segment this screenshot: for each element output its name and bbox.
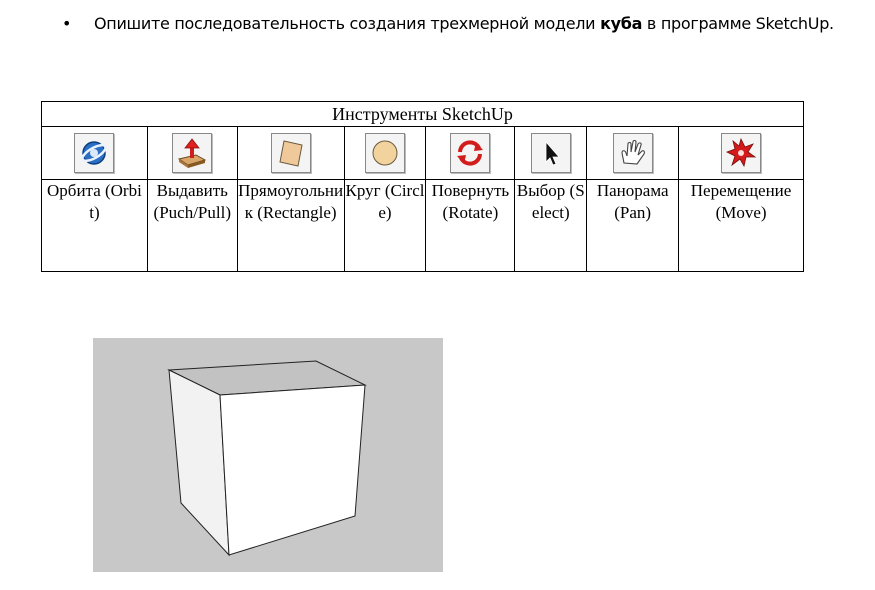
push-pull-icon xyxy=(172,133,212,173)
task-instruction xyxy=(62,13,834,35)
table-title: Инструменты SketchUp xyxy=(42,102,804,127)
task-text-after: в программе SketchUp. xyxy=(642,14,834,33)
rectangle-icon xyxy=(271,133,311,173)
tool-label-rectangle: Прямоугольник (Rectangle) xyxy=(237,180,344,272)
circle-icon xyxy=(365,133,405,173)
tool-label-push-pull: Выдавить (Puch/Pull) xyxy=(147,180,237,272)
rotate-icon xyxy=(450,133,490,173)
icon-row xyxy=(42,127,804,180)
task-text-before: Опишите последовательность создания трехмерной модели xyxy=(94,14,601,33)
select-icon xyxy=(531,133,571,173)
tool-label-pan: Панорама (Pan) xyxy=(587,180,679,272)
cube-figure xyxy=(93,338,443,572)
move-icon xyxy=(721,133,761,173)
pan-icon xyxy=(613,133,653,173)
task-text-bold: куба xyxy=(600,14,643,33)
tool-label-select: Выбор (Select) xyxy=(515,180,587,272)
bullet: • xyxy=(62,14,72,33)
label-row xyxy=(42,180,804,272)
tool-label-circle: Круг (Circle) xyxy=(344,180,426,272)
tool-label-orbit: Орбита (Orbit) xyxy=(42,180,148,272)
cube-drawing xyxy=(93,338,443,572)
orbit-icon xyxy=(74,133,114,173)
tool-label-rotate: Повернуть (Rotate) xyxy=(426,180,515,272)
tool-label-move: Перемещение (Move) xyxy=(679,180,804,272)
sketchup-tools-table xyxy=(41,101,804,272)
